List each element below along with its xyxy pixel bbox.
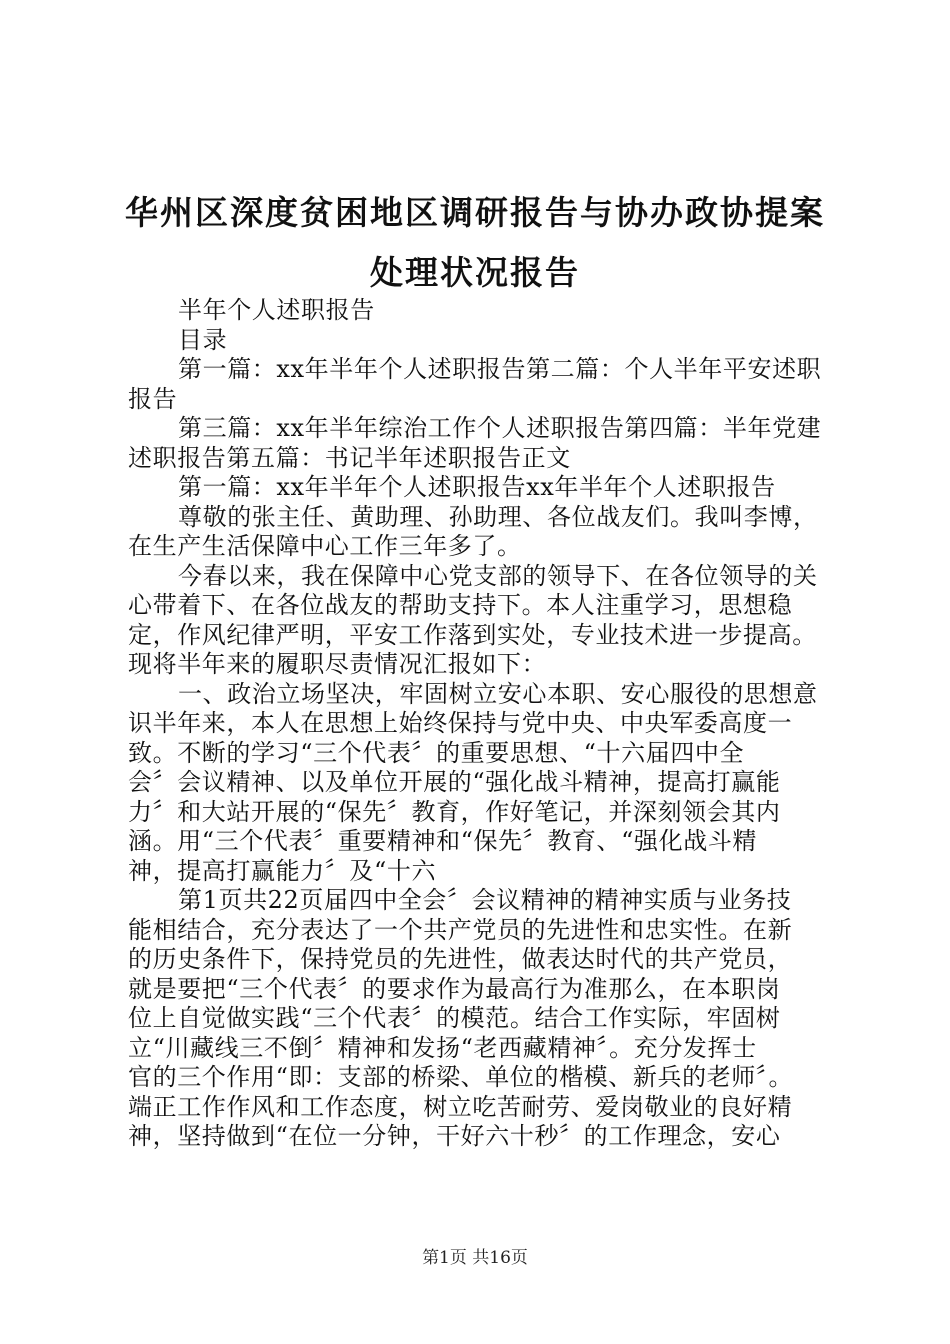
body-line: 定，作风纪律严明，平安工作落到实处，专业技术进一步提高。 bbox=[128, 620, 817, 649]
body-line: 心带着下、在各位战友的帮助支持下。本人注重学习，思想稳 bbox=[128, 591, 793, 619]
body-line: 的历史条件下，保持党员的先进性，做表达时代的共产党员， bbox=[128, 945, 793, 973]
body-line: 就是要把“三个代表〞的要求作为最高行为准那么，在本职岗 bbox=[128, 974, 781, 1003]
body-line: 神，坚持做到“在位一分钟，干好六十秒〞的工作理念，安心 bbox=[128, 1122, 781, 1150]
body-line: 述职报告第五篇：书记半年述职报告正文 bbox=[128, 443, 571, 472]
body-line: 半年个人述职报告 bbox=[178, 296, 375, 324]
body-line: 报告 bbox=[128, 384, 178, 413]
body-line: 神，提高打赢能力〞及“十六 bbox=[128, 856, 437, 885]
body-line: 第1页共22页届四中全会〞会议精神的精神实质与业务技 bbox=[178, 886, 792, 914]
body-line: 第一篇：xx年半年个人述职报告xx年半年个人述职报告 bbox=[178, 473, 776, 501]
body-line: 能相结合，充分表达了一个共产党员的先进性和忠实性。在新 bbox=[128, 915, 793, 944]
body-line: 一、政治立场坚决，牢固树立安心本职、安心服役的思想意 bbox=[178, 679, 818, 708]
body-line: 立“川藏线三不倒〞精神和发扬“老西藏精神〞。充分发挥士 bbox=[128, 1033, 757, 1062]
body-line: 现将半年来的履职尽责情况汇报如下： bbox=[128, 650, 547, 678]
body-line: 第三篇：xx年半年综治工作个人述职报告第四篇：半年党建 bbox=[178, 414, 822, 442]
body-line: 目录 bbox=[178, 325, 228, 354]
body-line: 第一篇：xx年半年个人述职报告第二篇：个人半年平安述职 bbox=[178, 355, 822, 383]
document-body bbox=[128, 296, 848, 1152]
body-line: 会〞会议精神、以及单位开展的“强化战斗精神，提高打赢能 bbox=[128, 768, 781, 796]
body-line: 在生产生活保障中心工作三年多了。 bbox=[128, 532, 522, 560]
body-line: 今春以来，我在保障中心党支部的领导下、在各位领导的关 bbox=[178, 561, 818, 590]
document-title-line-2: 处理状况报告 bbox=[370, 253, 580, 292]
body-line: 力〞和大站开展的“保先〞教育，作好笔记，并深刻领会其内 bbox=[128, 797, 781, 826]
body-line: 端正工作作风和工作态度，树立吃苦耐劳、爱岗敬业的良好精 bbox=[128, 1092, 793, 1121]
body-line: 致。不断的学习“三个代表〞的重要思想、“十六届四中全 bbox=[128, 738, 745, 767]
body-line: 位上自觉做实践“三个代表〞的模范。结合工作实际，牢固树 bbox=[128, 1004, 781, 1032]
page-footer: 第1页 共16页 bbox=[422, 1248, 528, 1268]
body-line: 尊敬的张主任、黄助理、孙助理、各位战友们。我叫李博， bbox=[178, 502, 818, 531]
document-title-line-1: 华州区深度贫困地区调研报告与协办政协提案 bbox=[125, 193, 825, 232]
body-line: 涵。用“三个代表〞重要精神和“保先〞教育、“强化战斗精 bbox=[128, 827, 758, 855]
body-line: 官的三个作用“即：支部的桥梁、单位的楷模、新兵的老师〞。 bbox=[128, 1063, 794, 1091]
body-line: 识半年来，本人在思想上始终保持与党中央、中央军委高度一 bbox=[128, 709, 793, 737]
